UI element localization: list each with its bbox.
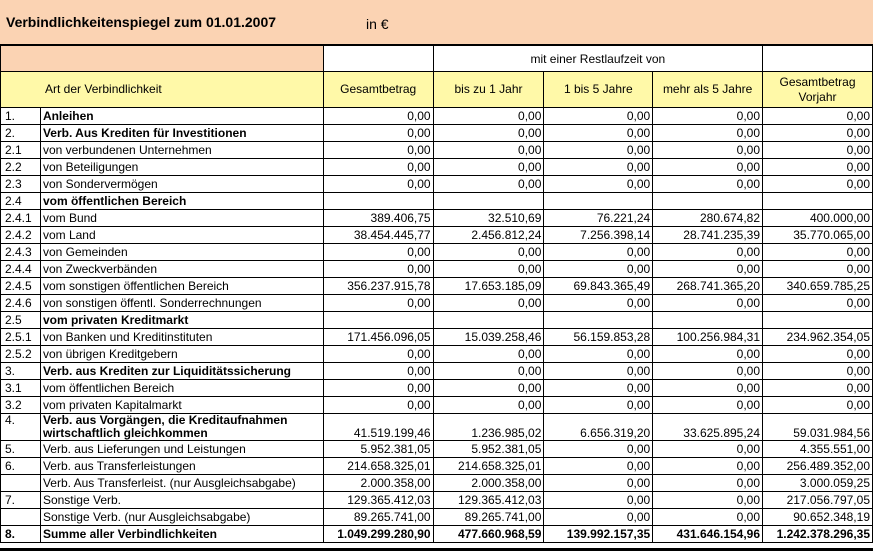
value-cell: 0,00 (544, 108, 653, 125)
table-row (1, 159, 873, 176)
value-cell: 0,00 (323, 108, 433, 125)
value-cell: 400.000,00 (763, 210, 873, 227)
sheet-title: Verbindlichkeitenspiegel zum 01.01.2007 (6, 14, 277, 30)
value-cell: 0,00 (653, 176, 763, 193)
value-cell: 0,00 (653, 475, 763, 492)
value-cell: 0,00 (544, 509, 653, 526)
value-cell: 0,00 (653, 380, 763, 397)
header-row-top (1, 46, 873, 72)
value-cell: 5.952.381,05 (323, 441, 433, 458)
row-number: 4. (1, 414, 41, 441)
value-cell: 0,00 (433, 176, 544, 193)
value-cell: 0,00 (433, 346, 544, 363)
row-label: Anleihen (40, 108, 323, 125)
value-cell (544, 312, 653, 329)
row-number: 1. (1, 108, 41, 125)
value-cell: 2.000.358,00 (433, 475, 544, 492)
value-cell (653, 193, 763, 210)
value-cell: 56.159.853,28 (544, 329, 653, 346)
table-row (1, 441, 873, 458)
value-cell: 0,00 (653, 363, 763, 380)
value-cell: 0,00 (763, 346, 873, 363)
sum-row (1, 526, 873, 543)
value-cell: 0,00 (653, 295, 763, 312)
row-number: 2.5 (1, 312, 41, 329)
table-row (1, 176, 873, 193)
col-header-mehr-5-jahre: mehr als 5 Jahre (653, 72, 763, 108)
row-number (1, 475, 41, 492)
value-cell: 0,00 (544, 244, 653, 261)
value-cell (763, 312, 873, 329)
table-row (1, 278, 873, 295)
value-cell: 0,00 (763, 244, 873, 261)
value-cell: 0,00 (544, 492, 653, 509)
value-cell: 1.236.985,02 (433, 414, 544, 441)
row-number: 2.3 (1, 176, 41, 193)
value-cell: 0,00 (653, 492, 763, 509)
value-cell: 477.660.968,59 (433, 526, 544, 543)
value-cell (323, 312, 433, 329)
row-number: 3.1 (1, 380, 41, 397)
row-label: vom öffentlichen Bereich (40, 193, 323, 210)
header-blank (1, 46, 324, 72)
value-cell: 89.265.741,00 (323, 509, 433, 526)
value-cell: 0,00 (763, 142, 873, 159)
value-cell: 0,00 (544, 380, 653, 397)
value-cell: 0,00 (653, 458, 763, 475)
value-cell: 2.000.358,00 (323, 475, 433, 492)
value-cell: 0,00 (544, 441, 653, 458)
row-label: von Gemeinden (40, 244, 323, 261)
table-row (1, 244, 873, 261)
table-row (1, 492, 873, 509)
value-cell (433, 193, 544, 210)
value-cell: 0,00 (653, 159, 763, 176)
value-cell: 0,00 (763, 380, 873, 397)
table-row (1, 210, 873, 227)
value-cell: 0,00 (323, 346, 433, 363)
header-blank-total (323, 46, 433, 72)
value-cell: 33.625.895,24 (653, 414, 763, 441)
value-cell (763, 193, 873, 210)
col-header-bis-1-jahr: bis zu 1 Jahr (433, 72, 544, 108)
value-cell: 0,00 (653, 346, 763, 363)
value-cell (544, 193, 653, 210)
value-cell: 90.652.348,19 (763, 509, 873, 526)
row-label: vom Land (40, 227, 323, 244)
row-label: Sonstige Verb. (nur Ausgleichsabgabe) (40, 509, 323, 526)
liabilities-table (0, 45, 873, 543)
value-cell: 0,00 (653, 142, 763, 159)
row-label: von Banken und Kreditinstituten (40, 329, 323, 346)
value-cell: 0,00 (763, 176, 873, 193)
value-cell: 389.406,75 (323, 210, 433, 227)
value-cell: 431.646.154,96 (653, 526, 763, 543)
row-number: 2.4 (1, 193, 41, 210)
value-cell: 1.049.299.280,90 (323, 526, 433, 543)
value-cell: 38.454.445,77 (323, 227, 433, 244)
row-label: von Zweckverbänden (40, 261, 323, 278)
value-cell: 0,00 (323, 244, 433, 261)
value-cell: 41.519.199,46 (323, 414, 433, 441)
row-number: 8. (1, 526, 41, 543)
row-label: Sonstige Verb. (40, 492, 323, 509)
row-number: 2. (1, 125, 41, 142)
value-cell: 28.741.235,39 (653, 227, 763, 244)
row-label: vom privaten Kapitalmarkt (40, 397, 323, 414)
table-row (1, 193, 873, 210)
value-cell: 214.658.325,01 (323, 458, 433, 475)
value-cell: 0,00 (653, 108, 763, 125)
row-label: von übrigen Kreditgebern (40, 346, 323, 363)
value-cell: 4.355.551,00 (763, 441, 873, 458)
row-label: von Sondervermögen (40, 176, 323, 193)
value-cell: 0,00 (544, 159, 653, 176)
value-cell: 0,00 (323, 142, 433, 159)
row-label: vom privaten Kreditmarkt (40, 312, 323, 329)
value-cell: 0,00 (763, 363, 873, 380)
row-number: 2.4.2 (1, 227, 41, 244)
row-label: von sonstigen öffentl. Sonderrechnungen (40, 295, 323, 312)
table-row (1, 458, 873, 475)
row-label: Verb. Aus Krediten für Investitionen (40, 125, 323, 142)
table-row (1, 414, 873, 441)
value-cell: 0,00 (763, 397, 873, 414)
value-cell: 0,00 (433, 125, 544, 142)
row-label: von Beteiligungen (40, 159, 323, 176)
value-cell: 0,00 (544, 458, 653, 475)
value-cell: 356.237.915,78 (323, 278, 433, 295)
value-cell: 0,00 (433, 295, 544, 312)
value-cell: 129.365.412,03 (433, 492, 544, 509)
value-cell: 0,00 (433, 108, 544, 125)
row-label: Verb. aus Lieferungen und Leistungen (40, 441, 323, 458)
row-label: vom öffentlichen Bereich (40, 380, 323, 397)
value-cell: 0,00 (653, 125, 763, 142)
table-row (1, 363, 873, 380)
value-cell: 256.489.352,00 (763, 458, 873, 475)
value-cell: 139.992.157,35 (544, 526, 653, 543)
value-cell: 17.653.185,09 (433, 278, 544, 295)
value-cell: 0,00 (653, 261, 763, 278)
value-cell: 0,00 (544, 397, 653, 414)
value-cell: 0,00 (653, 397, 763, 414)
value-cell: 0,00 (323, 125, 433, 142)
table-row (1, 261, 873, 278)
value-cell: 0,00 (544, 475, 653, 492)
value-cell: 7.256.398,14 (544, 227, 653, 244)
value-cell: 0,00 (433, 244, 544, 261)
header-blank-prev (763, 46, 873, 72)
value-cell: 1.242.378.296,35 (763, 526, 873, 543)
value-cell: 100.256.984,31 (653, 329, 763, 346)
value-cell: 0,00 (323, 380, 433, 397)
value-cell: 89.265.741,00 (433, 509, 544, 526)
col-header-gesamtbetrag: Gesamtbetrag (323, 72, 433, 108)
value-cell: 0,00 (323, 397, 433, 414)
value-cell: 0,00 (763, 261, 873, 278)
value-cell: 0,00 (763, 125, 873, 142)
col-header-vorjahr: Gesamtbetrag Vorjahr (763, 72, 873, 108)
row-label: vom Bund (40, 210, 323, 227)
row-number: 2.5.1 (1, 329, 41, 346)
row-label: Summe aller Verbindlichkeiten (40, 526, 323, 543)
value-cell: 0,00 (544, 176, 653, 193)
row-label: von verbundenen Unternehmen (40, 142, 323, 159)
value-cell: 0,00 (433, 363, 544, 380)
value-cell: 0,00 (763, 159, 873, 176)
row-number: 2.1 (1, 142, 41, 159)
value-cell: 0,00 (544, 261, 653, 278)
art-header: Art der Verbindlichkeit (1, 72, 324, 108)
value-cell: 0,00 (323, 159, 433, 176)
value-cell (653, 312, 763, 329)
value-cell: 15.039.258,46 (433, 329, 544, 346)
currency-unit: in € (366, 16, 389, 32)
row-label: Verb. aus Krediten zur Liquiditätssicherung (40, 363, 323, 380)
value-cell: 234.962.354,05 (763, 329, 873, 346)
value-cell: 0,00 (544, 363, 653, 380)
value-cell: 3.000.059,25 (763, 475, 873, 492)
value-cell: 32.510,69 (433, 210, 544, 227)
value-cell (323, 193, 433, 210)
table-row (1, 509, 873, 526)
row-label: Verb. Aus Transferleist. (nur Ausgleichsabgabe) (40, 475, 323, 492)
value-cell (433, 312, 544, 329)
row-label: vom sonstigen öffentlichen Bereich (40, 278, 323, 295)
value-cell: 0,00 (323, 176, 433, 193)
value-cell: 268.741.365,20 (653, 278, 763, 295)
value-cell: 214.658.325,01 (433, 458, 544, 475)
row-number: 5. (1, 441, 41, 458)
value-cell: 0,00 (433, 142, 544, 159)
value-cell: 340.659.785,25 (763, 278, 873, 295)
table-row (1, 227, 873, 244)
row-number: 2.4.4 (1, 261, 41, 278)
row-number: 2.2 (1, 159, 41, 176)
row-number: 2.5.2 (1, 346, 41, 363)
value-cell: 0,00 (323, 261, 433, 278)
value-cell: 0,00 (763, 295, 873, 312)
row-number: 3. (1, 363, 41, 380)
row-number: 6. (1, 458, 41, 475)
value-cell: 0,00 (323, 363, 433, 380)
value-cell: 217.056.797,05 (763, 492, 873, 509)
title-row (0, 0, 873, 45)
value-cell: 5.952.381,05 (433, 441, 544, 458)
row-label: Verb. aus Vorgängen, die Kreditaufnahmen wirtschaftlich gleichkommen (40, 414, 323, 441)
value-cell: 0,00 (544, 142, 653, 159)
header-row-columns (1, 72, 873, 108)
value-cell: 129.365.412,03 (323, 492, 433, 509)
table-row (1, 475, 873, 492)
value-cell: 0,00 (433, 261, 544, 278)
value-cell: 0,00 (544, 346, 653, 363)
value-cell: 171.456.096,05 (323, 329, 433, 346)
value-cell: 69.843.365,49 (544, 278, 653, 295)
value-cell: 6.656.319,20 (544, 414, 653, 441)
value-cell: 0,00 (653, 244, 763, 261)
row-label: Verb. aus Transferleistungen (40, 458, 323, 475)
row-number (1, 509, 41, 526)
row-number: 2.4.5 (1, 278, 41, 295)
col-header-1-5-jahre: 1 bis 5 Jahre (544, 72, 653, 108)
table-row (1, 125, 873, 142)
value-cell: 76.221,24 (544, 210, 653, 227)
value-cell: 0,00 (544, 295, 653, 312)
value-cell: 280.674,82 (653, 210, 763, 227)
value-cell: 0,00 (433, 380, 544, 397)
row-number: 2.4.1 (1, 210, 41, 227)
table-row (1, 108, 873, 125)
value-cell: 0,00 (653, 509, 763, 526)
table-row (1, 380, 873, 397)
value-cell: 0,00 (433, 397, 544, 414)
value-cell: 0,00 (653, 441, 763, 458)
value-cell: 0,00 (323, 295, 433, 312)
table-row (1, 295, 873, 312)
value-cell: 0,00 (544, 125, 653, 142)
row-number: 3.2 (1, 397, 41, 414)
value-cell: 35.770.065,00 (763, 227, 873, 244)
value-cell: 0,00 (433, 159, 544, 176)
table-row (1, 142, 873, 159)
table-row (1, 329, 873, 346)
table-row (1, 346, 873, 363)
value-cell: 0,00 (763, 108, 873, 125)
row-number: 2.4.6 (1, 295, 41, 312)
row-number: 7. (1, 492, 41, 509)
row-number: 2.4.3 (1, 244, 41, 261)
restlaufzeit-header: mit einer Restlaufzeit von (433, 46, 762, 72)
value-cell: 2.456.812,24 (433, 227, 544, 244)
value-cell: 59.031.984,56 (763, 414, 873, 441)
table-row (1, 397, 873, 414)
table-row (1, 312, 873, 329)
